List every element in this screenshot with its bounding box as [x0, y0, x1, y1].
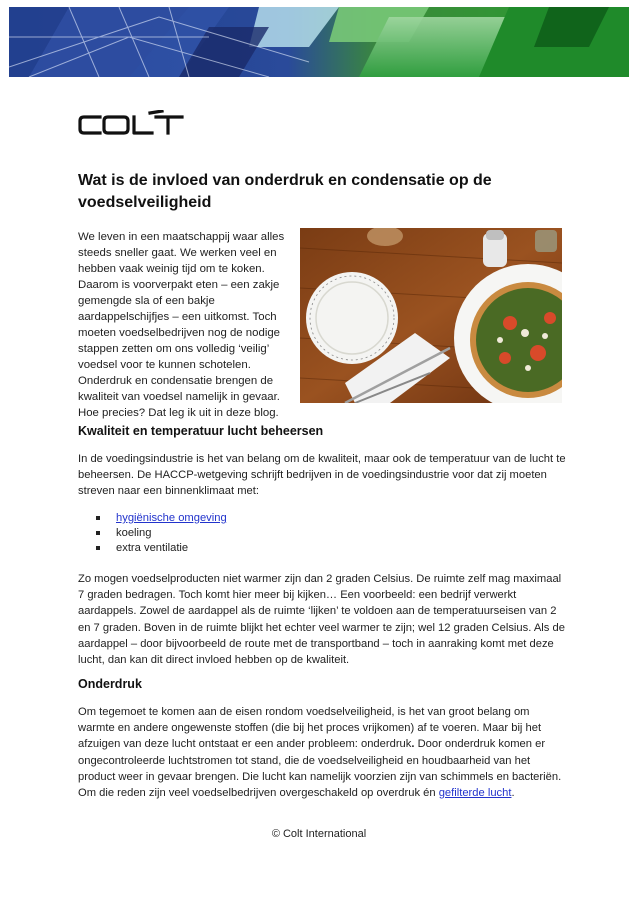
list-item: [96, 526, 227, 541]
list-item-label: extra ventilatie: [116, 542, 189, 554]
bullet-square-icon: [96, 516, 100, 520]
section-heading-kwaliteit: Kwaliteit en temperatuur lucht beheersen: [78, 424, 324, 438]
link-hygienische-omgeving[interactable]: hygiënische omgeving: [116, 512, 227, 524]
section1-paragraph-2: Zo mogen voedselproducten niet warmer zijn dan 2 graden Celsius. De ruimte zelf mag maximaal 7 graden bedragen. Toch komt hier meer bij kijken… Een voorbeeld: een bedrijf verwerkt aardappels. Zowel de aardappel als de ruimte ‘lijken’ te voldoen aan de temperatuurseisen van 2 en 7 graden. Boven in de ruimte blijkt het echter veel warmer te zijn; wel 12 graden Celsius. Als de aardappel – door bijvoorbeeld de route met de transportband – toch in aanraking komt met deze lucht, dan kan dit direct invloed hebben op de kwaliteit.: [78, 573, 565, 667]
colt-logo-mark: [78, 110, 184, 138]
list-item-label: koeling: [116, 527, 152, 539]
section1-paragraph-1: In de voedingsindustrie is het van belang om de kwaliteit, maar ook de temperatuur van de lucht te beheersen. De HACCP-wetgeving schrijft bedrijven in de voedingsindustrie voor dat zij moeten streven naar een binnenklimaat met:: [78, 453, 566, 498]
intro-paragraph: We leven in een maatschappij waar alles steeds sneller gaat. We werken veel en hebben vaak weinig tijd om te koken. Daarom is voorverpakt eten – een zakje gemengde sla of een bakje aardappelschijfjes – een uitkomst. Toch moeten voedselbedrijven nog de nodige stappen zetten om ons volledig ‘veilig’ voedsel voor te kunnen schotelen. Onderdruk en condensatie brengen de kwaliteit van voedsel namelijk in gevaar. Hoe precies? Dat leg ik uit in deze blog.: [78, 231, 285, 419]
colt-logo: [78, 110, 184, 143]
article-title: Wat is de invloed van onderdruk en condensatie op de voedselveiligheid: [78, 172, 492, 211]
list-item[interactable]: [96, 511, 227, 526]
requirements-list: [96, 511, 227, 556]
paragraph-text: Om tegemoet te komen aan de eisen rondom voedselveiligheid, is het van groot belang om warmte en andere ongewenste stoffen (die bij het proces vrijkomen) af te voeren. Maar bij het afzuigen van deze lucht ontstaat er een ander probleem: onderdruk: [78, 706, 542, 751]
food-photo: [300, 228, 562, 403]
header-banner: [9, 7, 629, 77]
paragraph-text: Door onderdruk komen er ongecontroleerde luchtstromen tot stand, die de voedselveiligheid en houdbaarheid van het product weer in gevaar brengen. Die lucht kan namelijk voorzien zijn van schimmels en bacteriën. Om die reden zijn veel voedselbedrijven overgeschakeld op overdruk én: [78, 738, 562, 800]
footer-copyright: © Colt International: [271, 828, 367, 840]
paragraph-end: .: [511, 787, 515, 800]
section2-paragraph: [78, 704, 566, 801]
section-heading-onderdruk: Onderdruk: [78, 677, 142, 691]
bullet-square-icon: [96, 546, 100, 550]
paragraph-bold-dot: .: [411, 738, 415, 751]
link-gefilterde-lucht[interactable]: gefilterde lucht: [438, 787, 512, 800]
list-item: [96, 541, 227, 556]
bullet-square-icon: [96, 531, 100, 535]
